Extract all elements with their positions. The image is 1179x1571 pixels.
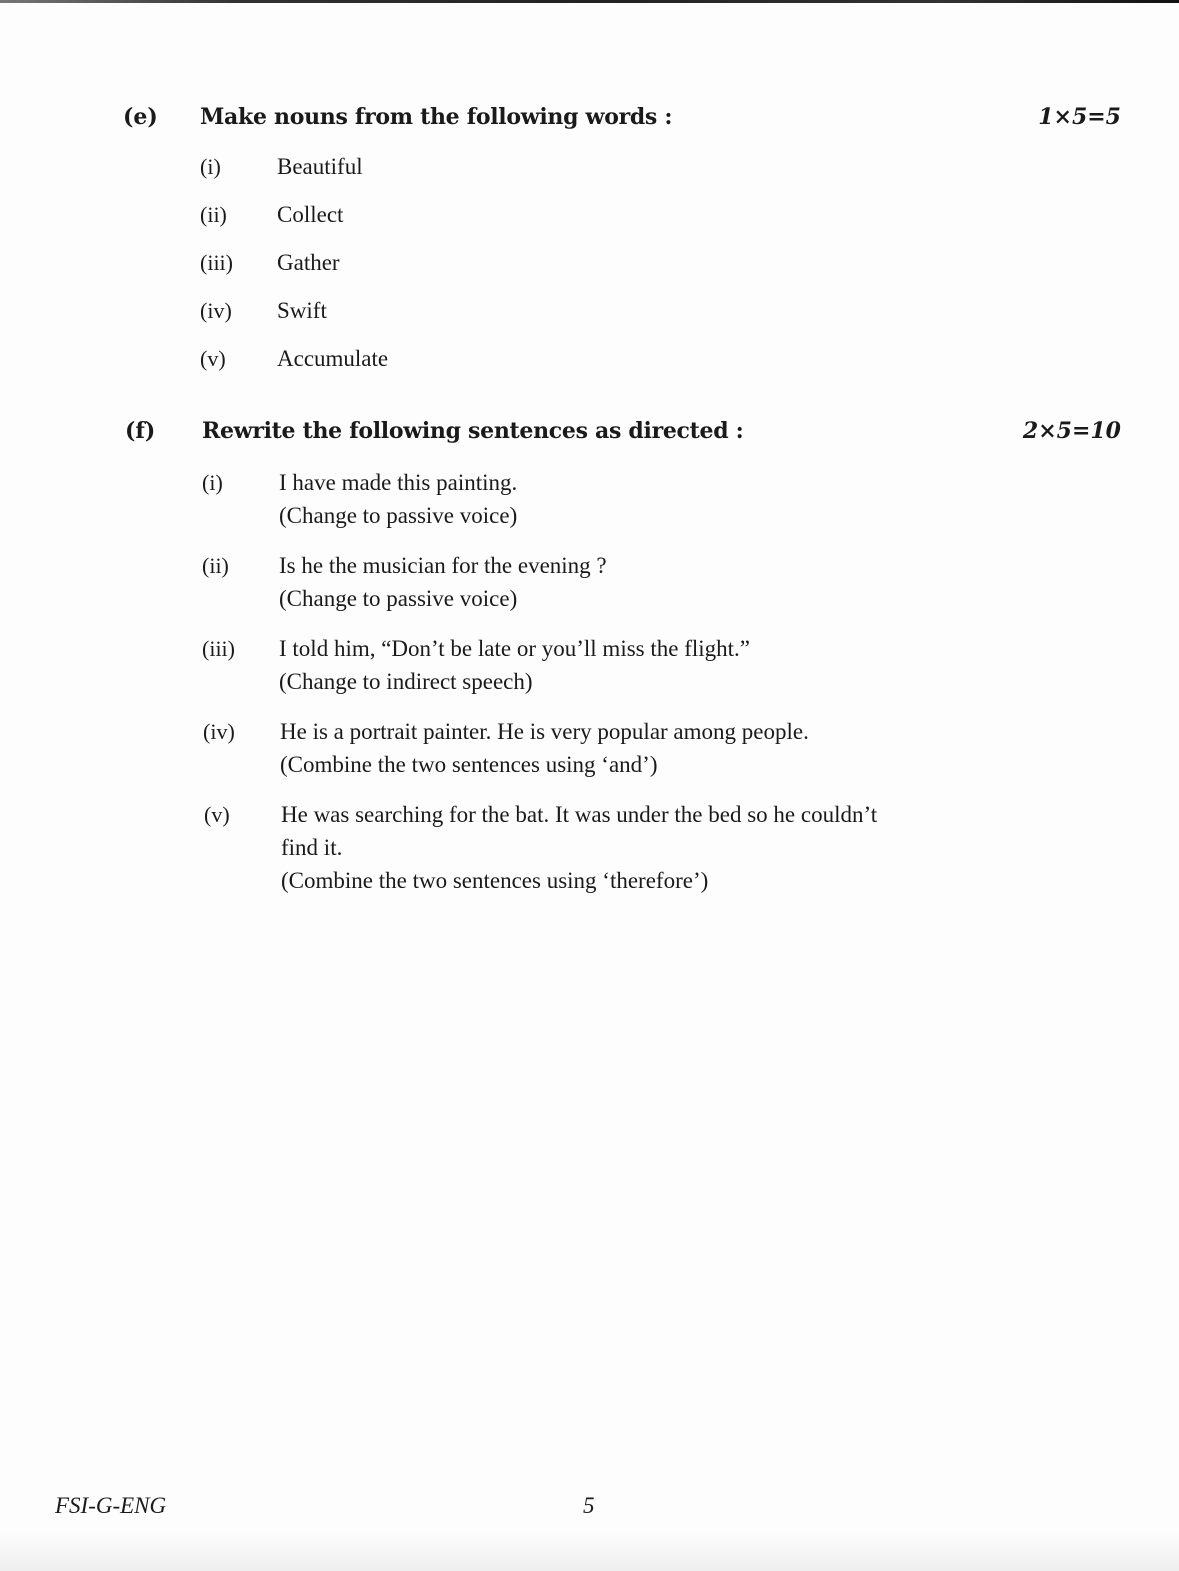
section-e-label: (e) — [123, 104, 158, 130]
item-sentence-continued: find it. — [281, 835, 343, 860]
item-word: Collect — [277, 202, 344, 227]
section-f-label: (f) — [125, 418, 156, 444]
item-number: (i) — [202, 470, 223, 495]
item-sentence: Is he the musician for the evening ? — [279, 553, 607, 578]
item-number: (v) — [204, 802, 230, 827]
section-e-marks: 1×5=5 — [1038, 104, 1121, 130]
item-instruction: (Change to indirect speech) — [279, 669, 533, 694]
item-word: Gather — [277, 250, 340, 275]
item-number: (i) — [200, 154, 221, 179]
item-number: (ii) — [200, 202, 227, 227]
paper-code: FSI-G-ENG — [55, 1493, 167, 1518]
item-number: (v) — [200, 346, 226, 371]
item-word: Swift — [277, 298, 327, 323]
item-sentence: He is a portrait painter. He is very popular among people. — [280, 719, 809, 744]
item-instruction: (Change to passive voice) — [279, 503, 518, 528]
item-word: Accumulate — [277, 346, 389, 371]
item-instruction: (Combine the two sentences using ‘and’) — [280, 752, 658, 777]
item-number: (iii) — [202, 636, 235, 661]
scan-top-edge — [0, 0, 1179, 3]
item-sentence: I told him, “Don’t be late or you’ll miss the flight.” — [279, 636, 750, 661]
item-instruction: (Change to passive voice) — [279, 586, 518, 611]
item-number: (iii) — [200, 250, 233, 275]
item-word: Beautiful — [277, 154, 363, 179]
item-instruction: (Combine the two sentences using ‘therefore’) — [281, 868, 709, 893]
item-sentence: I have made this painting. — [279, 470, 518, 495]
item-sentence: He was searching for the bat. It was under the bed so he couldn’t — [281, 802, 878, 827]
item-number: (iv) — [200, 298, 232, 323]
section-f-title: Rewrite the following sentences as directed : — [202, 418, 744, 444]
item-number: (ii) — [202, 553, 229, 578]
section-e-title: Make nouns from the following words : — [200, 104, 673, 130]
section-f-marks: 2×5=10 — [1022, 418, 1121, 444]
item-number: (iv) — [203, 719, 235, 744]
scan-bottom-shade — [0, 1531, 1179, 1571]
page-number: 5 — [583, 1493, 595, 1518]
